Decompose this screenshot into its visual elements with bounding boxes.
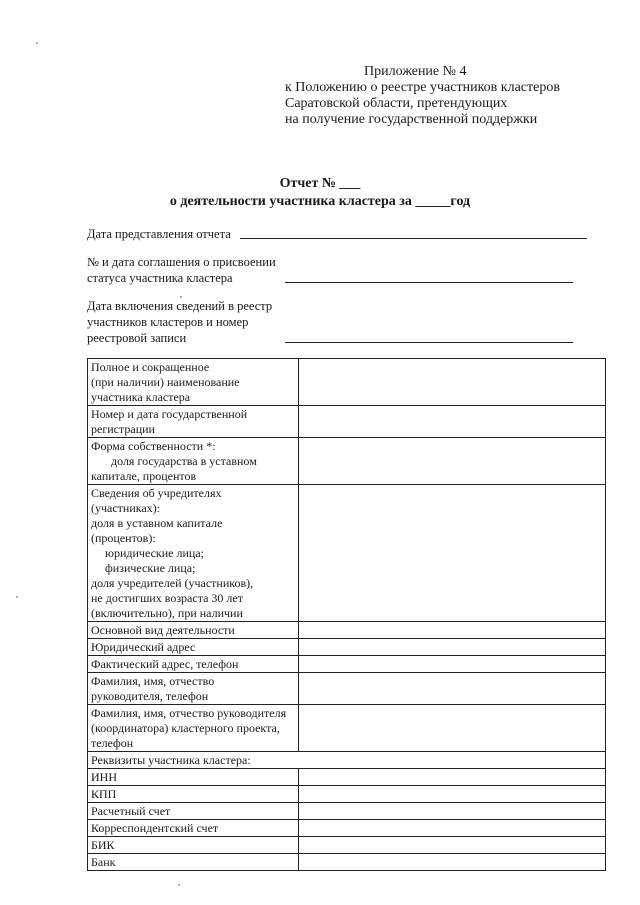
registration-label: Номер и дата государственной регистрации xyxy=(88,406,299,438)
kpp-value[interactable] xyxy=(299,786,606,803)
coordinator-value[interactable] xyxy=(299,705,606,752)
activity-value[interactable] xyxy=(299,622,606,639)
table-row xyxy=(88,359,606,406)
bik-label: БИК xyxy=(88,837,299,854)
submission-date-label: Дата представления отчета xyxy=(87,227,231,241)
settlement-account-value[interactable] xyxy=(299,803,606,820)
actual-address-label: Фактический адрес, телефон xyxy=(88,656,299,673)
table-row xyxy=(88,673,606,705)
kpp-label: КПП xyxy=(88,786,299,803)
registry-label-3: реестровой записи xyxy=(87,331,187,345)
header-line-3: на получение государственной поддержки xyxy=(285,112,538,127)
submission-date-line[interactable] xyxy=(240,238,587,239)
head-name-value[interactable] xyxy=(299,673,606,705)
table-row xyxy=(88,769,606,786)
table-row xyxy=(88,656,606,673)
registration-value[interactable] xyxy=(299,406,606,438)
report-subtitle: о деятельности участника кластера за _____год xyxy=(169,194,471,209)
ownership-value[interactable] xyxy=(299,438,606,485)
table-row xyxy=(88,820,606,837)
table-row xyxy=(88,438,606,485)
inn-value[interactable] xyxy=(299,769,606,786)
table-row xyxy=(88,406,606,438)
table-row xyxy=(88,622,606,639)
table-row xyxy=(88,854,606,871)
correspondent-account-value[interactable] xyxy=(299,820,606,837)
table-row xyxy=(88,705,606,752)
full-name-label: Полное и сокращенное (при наличии) наименование участника кластера xyxy=(88,359,299,406)
agreement-label-1: № и дата соглашения о присвоении xyxy=(87,255,276,269)
correspondent-account-label: Корреспондентский счет xyxy=(88,820,299,837)
table-row xyxy=(88,752,606,769)
legal-address-label: Юридический адрес xyxy=(88,639,299,656)
full-name-value[interactable] xyxy=(299,359,606,406)
bik-value[interactable] xyxy=(299,837,606,854)
registry-line[interactable] xyxy=(285,342,573,343)
activity-label: Основной вид деятельности xyxy=(88,622,299,639)
bank-value[interactable] xyxy=(299,854,606,871)
inn-label: ИНН xyxy=(88,769,299,786)
participant-info-table xyxy=(87,358,606,871)
settlement-account-label: Расчетный счет xyxy=(88,803,299,820)
head-name-label: Фамилия, имя, отчество руководителя, телефон xyxy=(88,673,299,705)
coordinator-label: Фамилия, имя, отчество руководителя (координатора) кластерного проекта, телефон xyxy=(88,705,299,752)
header-line-1: к Положению о реестре участников кластеров xyxy=(285,80,560,95)
registry-label-1: Дата включения сведений в реестр xyxy=(87,299,273,313)
founders-label: Сведения об учредителях (участниках): доля в уставном капитале (процентов): юридические лица; физические лица; доля учредителей (участников), не достигших возраста 30 лет (включительно), при наличии xyxy=(88,485,299,622)
table-row xyxy=(88,639,606,656)
header-line-2: Саратовской области, претендующих xyxy=(285,96,508,111)
table-row xyxy=(88,837,606,854)
ownership-label: Форма собственности *: доля государства в уставном капитале, процентов xyxy=(88,438,299,485)
requisites-header: Реквизиты участника кластера: xyxy=(88,752,606,769)
registry-label-2: участников кластеров и номер xyxy=(87,315,249,329)
scan-speck xyxy=(180,296,182,298)
scan-speck xyxy=(36,42,38,44)
actual-address-value[interactable] xyxy=(299,656,606,673)
agreement-label-2: статуса участника кластера xyxy=(87,271,233,285)
founders-value[interactable] xyxy=(299,485,606,622)
table-row xyxy=(88,803,606,820)
scan-speck xyxy=(178,884,180,886)
table-row xyxy=(88,485,606,622)
table-row xyxy=(88,786,606,803)
appendix-number: Приложение № 4 xyxy=(364,64,467,79)
legal-address-value[interactable] xyxy=(299,639,606,656)
report-title: Отчет № ___ xyxy=(279,176,361,191)
scan-speck xyxy=(16,596,18,598)
agreement-line[interactable] xyxy=(285,282,573,283)
bank-label: Банк xyxy=(88,854,299,871)
